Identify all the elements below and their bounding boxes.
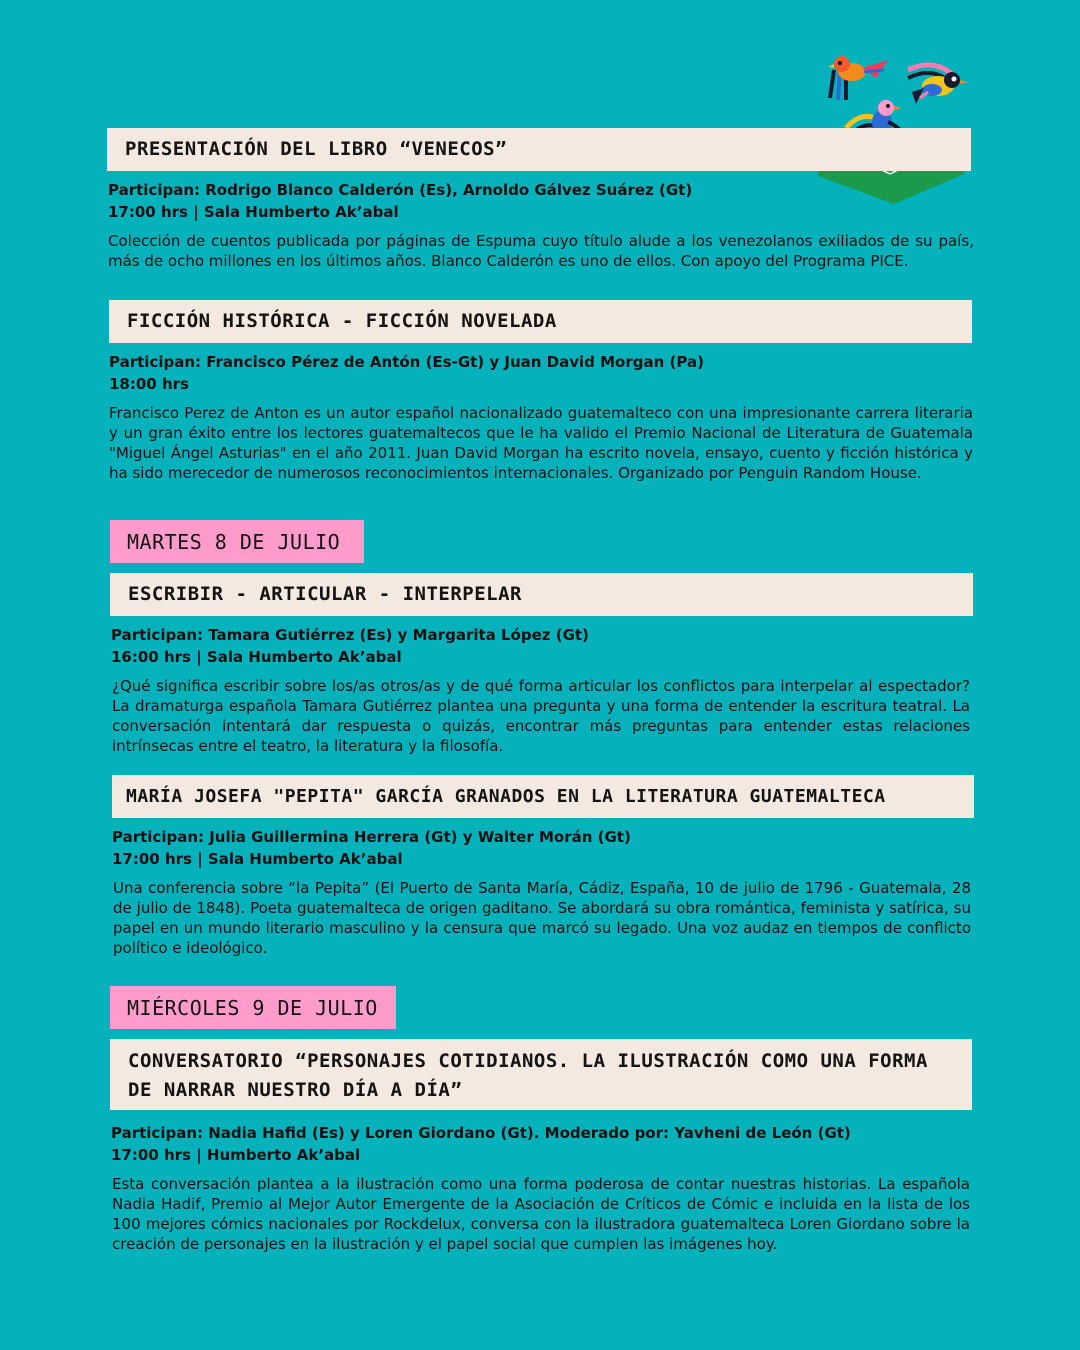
- event-meta: [109, 351, 704, 395]
- event-description: Colección de cuentos publicada por páginas de Espuma cuyo título alude a los venezolanos exiliados de su país, más de ocho millones en los últimos años. Blanco Calderón es uno de ellos. Con apoyo del Programa PICE.: [108, 232, 974, 270]
- event-time: 16:00 hrs | Sala Humberto Ak’abal: [111, 648, 402, 666]
- event-meta: [111, 1122, 851, 1166]
- event-participants: Participan: Rodrigo Blanco Calderón (Es), Arnoldo Gálvez Suárez (Gt): [108, 181, 693, 199]
- event-description: Esta conversación plantea a la ilustración como una forma poderosa de contar nuestras historias. La española Nadia Hadif, Premio al Mejor Autor Emergente de la Asociación de Críticos de Cómic e incluida en la lista de los 100 mejores cómics nacionales por Rockdelux, conversa con la ilustradora guatemalteca Loren Giordano sobre la creación de personajes en la ilustración y el papel social que cumplen las imágenes hoy.: [112, 1175, 970, 1253]
- event-participants: Participan: Nadia Hafid (Es) y Loren Giordano (Gt). Moderado por: Yavheni de León (Gt): [111, 1124, 851, 1142]
- event-title-bar: [107, 128, 971, 171]
- event-title: MARÍA JOSEFA "PEPITA" GARCÍA GRANADOS EN LA LITERATURA GUATEMALTECA: [126, 786, 886, 807]
- event-meta: [108, 179, 692, 223]
- event-participants: Participan: Tamara Gutiérrez (Es) y Margarita López (Gt): [111, 626, 589, 644]
- event-description: Francisco Perez de Anton es un autor español nacionalizado guatemalteco con una impresionante carrera literaria y un gran éxito entre los lectores guatemaltecos que le ha valido el Premio Nacional de Literatura de Guatemala "Miguel Ángel Asturias" en el año 2011. Juan David Morgan ha escrito novela, ensayo, cuento y ficción histórica y ha sido merecedor de numerosos reconocimientos internacionales. Organizado por Penguin Random House.: [109, 404, 973, 482]
- event-title-bar: [112, 775, 974, 818]
- event-description: ¿Qué significa escribir sobre los/as otros/as y de qué forma articular los conflictos para interpelar al espectador? La dramaturga española Tamara Gutiérrez plantea una pregunta y una forma de entender la escritura teatral. La conversación intentará dar respuesta o quizás, encontrar más preguntas para entender estas relaciones intrínsecas entre el teatro, la literatura y la filosofía.: [112, 677, 970, 755]
- date-tag-miercoles: [110, 986, 396, 1029]
- event-title: CONVERSATORIO “PERSONAJES COTIDIANOS. LA ILUSTRACIÓN COMO UNA FORMA DE NARRAR NUESTRO DÍA A DÍA”: [128, 1049, 928, 1101]
- event-title-bar: [110, 573, 973, 616]
- date-label: MARTES 8 DE JULIO: [127, 529, 341, 554]
- date-tag-martes: [110, 520, 364, 563]
- event-title: PRESENTACIÓN DEL LIBRO “VENECOS”: [125, 138, 508, 160]
- event-time: 18:00 hrs: [109, 375, 189, 393]
- event-time: 17:00 hrs | Sala Humberto Ak’abal: [112, 850, 403, 868]
- event-participants: Participan: Francisco Pérez de Antón (Es-Gt) y Juan David Morgan (Pa): [109, 353, 704, 371]
- event-description: Una conferencia sobre “la Pepita” (El Puerto de Santa María, Cádiz, España, 10 de julio de 1796 - Guatemala, 28 de julio de 1848). Poeta guatemalteca de origen gaditano. Se abordará su obra romántica, feminista y satírica, su papel en un mundo literario masculino y la censura que marcó su legado. Una voz audaz en tiempos de conflicto político e ideológico.: [113, 879, 971, 957]
- event-participants: Participan: Julia Guillermina Herrera (Gt) y Walter Morán (Gt): [112, 828, 631, 846]
- event-meta: [111, 624, 589, 668]
- event-time: 17:00 hrs | Humberto Ak’abal: [111, 1146, 361, 1164]
- event-time: 17:00 hrs | Sala Humberto Ak’abal: [108, 203, 399, 221]
- event-title-bar: [110, 1039, 972, 1110]
- event-meta: [112, 826, 631, 870]
- event-title: ESCRIBIR - ARTICULAR - INTERPELAR: [128, 583, 522, 605]
- event-title-bar: [109, 300, 972, 343]
- event-title: FICCIÓN HISTÓRICA - FICCIÓN NOVELADA: [127, 310, 557, 332]
- date-label: MIÉRCOLES 9 DE JULIO: [127, 995, 378, 1020]
